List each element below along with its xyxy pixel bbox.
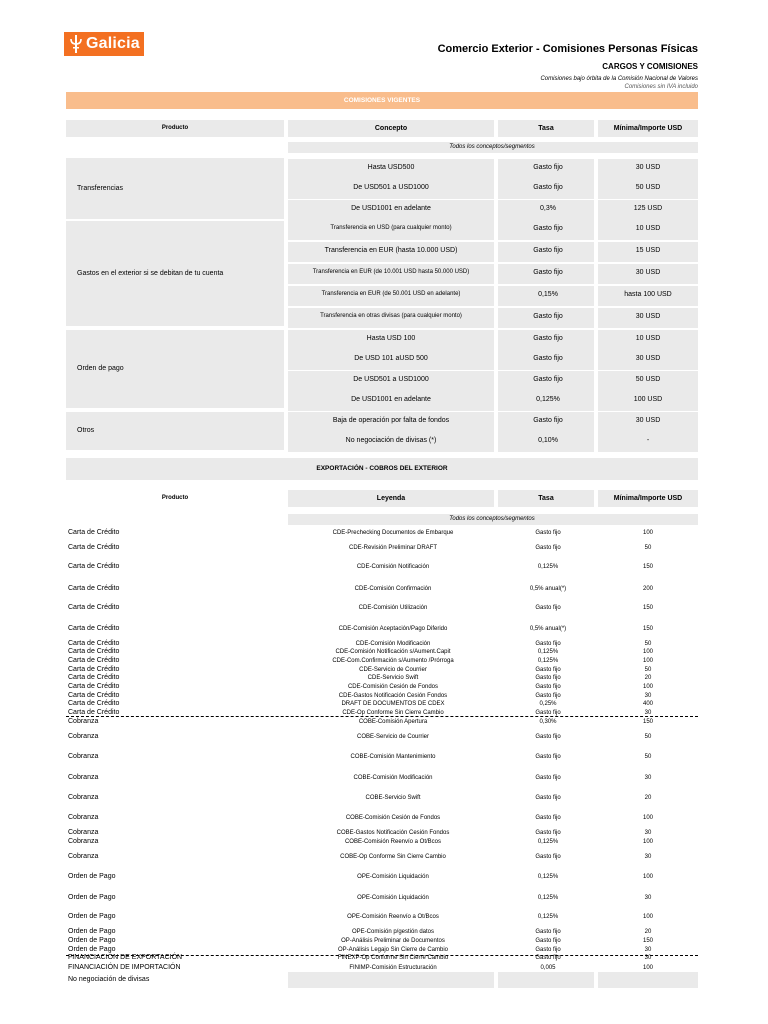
- tasa-value: Gasto fijo: [535, 929, 561, 935]
- product-label: Orden de Pago: [68, 873, 116, 880]
- tasa-value: Gasto fijo: [535, 854, 561, 860]
- leyenda-value: CDE-Op Conforme Sin Cierre Cambio: [342, 710, 444, 716]
- product-label: Carta de Crédito: [68, 683, 120, 690]
- product-label: Carta de Crédito: [68, 700, 120, 707]
- tasa-value: 0,125%: [537, 839, 559, 845]
- leyenda-value: CDE-Prechecking Documentos de Embarque: [332, 530, 454, 536]
- tasa-value: Gasto fijo: [533, 247, 563, 254]
- product-label: Carta de Crédito: [68, 563, 120, 570]
- product-label: Gastos en el exterior si se debitan de tu cuenta: [77, 269, 224, 277]
- minima-value: 100: [642, 684, 654, 690]
- minima-value: 10 USD: [635, 335, 661, 342]
- tasa-value: Gasto fijo: [535, 710, 561, 716]
- document-subtitle: CARGOS Y COMISIONES: [602, 62, 698, 71]
- minima-value: 30 USD: [635, 164, 661, 171]
- minima-value: 100: [642, 914, 654, 920]
- logo-text: Galicia: [86, 35, 140, 52]
- tasa-value: 0,30%: [539, 719, 557, 725]
- minima-value: 30 USD: [635, 355, 661, 362]
- product-label: Carta de Crédito: [68, 648, 120, 655]
- tasa-value: Gasto fijo: [535, 815, 561, 821]
- concepto-value: De USD 101 aUSD 500: [354, 355, 428, 362]
- minima-value: 50: [644, 641, 652, 647]
- header-tasa: Tasa: [538, 125, 554, 132]
- leyenda-value: DRAFT DE DOCUMENTOS DE CDEX: [341, 701, 445, 707]
- leyenda-value: COBE-Op Conforme Sin Cierre Cambio: [340, 854, 446, 860]
- header-tasa-2: Tasa: [538, 495, 554, 502]
- segment-note: Todos los conceptos/segmentos: [449, 144, 535, 150]
- product-label: FINANCIACIÓN DE EXPORTACIÓN: [68, 954, 183, 961]
- minima-value: 100: [642, 658, 654, 664]
- tasa-cell: [498, 972, 594, 988]
- product-label: Orden de Pago: [68, 937, 116, 944]
- leyenda-value: COBE-Comisión Modificación: [353, 775, 433, 781]
- leyenda-value: FINIMP-Comisión Estructuración: [349, 965, 437, 971]
- minima-value: 100: [642, 965, 654, 971]
- product-label: Carta de Crédito: [68, 666, 120, 673]
- leyenda-value: COBE-Comisión Reenvío a Ot/Bcos: [344, 839, 442, 845]
- tasa-value: 0,125%: [537, 564, 559, 570]
- product-label: Orden de Pago: [68, 913, 116, 920]
- product-label: Carta de Crédito: [68, 544, 120, 551]
- minima-value: 30: [644, 710, 652, 716]
- minima-value: 50: [644, 667, 652, 673]
- product-label: Otros: [77, 427, 95, 434]
- minima-value: 100: [642, 649, 654, 655]
- product-label: Carta de Crédito: [68, 692, 120, 699]
- product-label: Orden de Pago: [68, 946, 116, 953]
- minima-value: 100: [642, 874, 654, 880]
- minima-value: 125 USD: [633, 205, 663, 212]
- minima-value: 30 USD: [635, 269, 661, 276]
- leyenda-value: CDE-Comisión Confirmación: [354, 586, 432, 592]
- concepto-value: Transferencia en USD (para cualquier monto): [330, 225, 452, 231]
- leyenda-value: CDE-Servicio de Courrier: [359, 667, 427, 673]
- tasa-value: Gasto fijo: [535, 605, 561, 611]
- tasa-value: Gasto fijo: [535, 641, 561, 647]
- product-label: Carta de Crédito: [68, 674, 120, 681]
- product-label: Cobranza: [68, 829, 99, 836]
- product-label: FINANCIACIÓN DE IMPORTACIÓN: [68, 964, 181, 971]
- tasa-value: 0,125%: [537, 649, 559, 655]
- dashed-divider: [66, 955, 698, 956]
- tasa-value: Gasto fijo: [533, 313, 563, 320]
- tasa-value: Gasto fijo: [535, 734, 561, 740]
- tasa-value: Gasto fijo: [533, 225, 563, 232]
- minima-value: 150: [642, 626, 654, 632]
- leyenda-value: COBE-Comisión Cesión de Fondos: [345, 815, 441, 821]
- concepto-value: De USD1001 en adelante: [351, 205, 431, 212]
- minima-value: 30: [644, 947, 652, 953]
- minima-value: 30: [644, 693, 652, 699]
- tasa-value: Gasto fijo: [533, 164, 563, 171]
- product-label: Carta de Crédito: [68, 640, 120, 647]
- product-label: Orden de Pago: [68, 894, 116, 901]
- minima-value: 30: [644, 775, 652, 781]
- leyenda-value: CDE-Comisión Utilización: [358, 605, 428, 611]
- minima-value: 20: [644, 675, 652, 681]
- product-label: Cobranza: [68, 814, 99, 821]
- minima-value: 100: [642, 530, 654, 536]
- leyenda-value: CDE-Gastos Notificación Cesión Fondos: [338, 693, 448, 699]
- product-label: Carta de Crédito: [68, 709, 120, 716]
- leyenda-value: CDE-Comisión Notificación s/Aument.Capit: [335, 649, 451, 655]
- minima-value: 30: [644, 854, 652, 860]
- tasa-value: 0,125%: [537, 895, 559, 901]
- product-label: Cobranza: [68, 753, 99, 760]
- tasa-value: 0,5% anual(*): [529, 586, 567, 592]
- tasa-value: Gasto fijo: [535, 530, 561, 536]
- tasa-value: Gasto fijo: [533, 376, 563, 383]
- concepto-value: Hasta USD500: [367, 164, 415, 171]
- minima-value: 50: [644, 754, 652, 760]
- tasa-value: Gasto fijo: [535, 830, 561, 836]
- concepto-value: Transferencia en EUR (hasta 10.000 USD): [324, 247, 458, 254]
- product-label: Orden de pago: [77, 365, 124, 372]
- leyenda-value: CDE-Comisión Cesión de Fondos: [347, 684, 439, 690]
- minima-value: 10 USD: [635, 225, 661, 232]
- product-label: Cobranza: [68, 733, 99, 740]
- minima-value: 50: [644, 734, 652, 740]
- header-minima: Mínima/Importe USD: [613, 125, 683, 132]
- tasa-value: Gasto fijo: [535, 775, 561, 781]
- minima-value: 200: [642, 586, 654, 592]
- concepto-value: Transferencia en otras divisas (para cualquier monto): [320, 313, 462, 319]
- segment-note-2: Todos los conceptos/segmentos: [449, 516, 535, 522]
- tasa-value: Gasto fijo: [535, 693, 561, 699]
- leyenda-value: CDE-Comisión Notificación: [356, 564, 430, 570]
- header-producto: Producto: [161, 125, 189, 131]
- leyenda-value: CDE-Servicio Swift: [367, 675, 419, 681]
- leyenda-value: OPE-Comisión Liquidación: [357, 895, 429, 901]
- minima-value: 50 USD: [635, 184, 661, 191]
- minima-value: 150: [642, 719, 654, 725]
- tasa-value: 0,5% anual(*): [529, 626, 567, 632]
- minima-value: 150: [642, 938, 654, 944]
- galicia-key-icon: [70, 35, 82, 53]
- product-label: Cobranza: [68, 774, 99, 781]
- product-label: Carta de Crédito: [68, 585, 120, 592]
- leyenda-value: COBE-Servicio Swift: [365, 795, 421, 801]
- header-concepto: Concepto: [374, 125, 408, 132]
- product-group-cell: [66, 412, 284, 450]
- header-minima-2: Mínima/Importe USD: [613, 495, 683, 502]
- concepto-value: Transferencia en EUR (de 50.001 USD en adelante): [321, 291, 461, 297]
- leyenda-value: CDE-Revisión Preliminar DRAFT: [348, 545, 438, 551]
- product-label: Cobranza: [68, 794, 99, 801]
- header-leyenda: Leyenda: [376, 495, 406, 502]
- product-label: Cobranza: [68, 853, 99, 860]
- product-label: Cobranza: [68, 718, 99, 725]
- iva-note: Comisiones sin IVA incluido: [624, 84, 698, 90]
- tasa-value: 0,125%: [536, 396, 560, 403]
- tasa-value: Gasto fijo: [535, 684, 561, 690]
- minima-value: 50 USD: [635, 376, 661, 383]
- concepto-value: No negociación de divisas (*): [345, 437, 437, 444]
- tasa-value: Gasto fijo: [535, 754, 561, 760]
- tasa-value: Gasto fijo: [535, 675, 561, 681]
- section-banner-vigentes: COMISIONES VIGENTES: [66, 92, 698, 109]
- section-banner-exportacion: EXPORTACIÓN - COBROS DEL EXTERIOR: [66, 458, 698, 480]
- minima-value: 150: [642, 564, 654, 570]
- leyenda-cell: [288, 972, 494, 988]
- leyenda-value: CDE-Comisión Modificación: [355, 641, 431, 647]
- product-label: Orden de Pago: [68, 928, 116, 935]
- tasa-value: 0,125%: [537, 658, 559, 664]
- tasa-value: 0,125%: [537, 914, 559, 920]
- minima-value: 100 USD: [633, 396, 663, 403]
- leyenda-value: FINEXP-Op Conforme Sin Cierre Cambio: [337, 955, 449, 961]
- minima-value: 50: [644, 545, 652, 551]
- tasa-value: Gasto fijo: [535, 545, 561, 551]
- leyenda-value: OPE-Comisión Liquidación: [357, 874, 429, 880]
- product-label: Carta de Crédito: [68, 529, 120, 536]
- product-label: Carta de Crédito: [68, 604, 120, 611]
- minima-value: 30: [644, 895, 652, 901]
- concepto-value: Transferencia en EUR (de 10.001 USD hasta 50.000 USD): [312, 269, 470, 275]
- leyenda-value: OP-Análisis Legajo Sin Cierre de Cambio: [337, 947, 449, 953]
- minima-value: 15 USD: [635, 247, 661, 254]
- tasa-value: 0,25%: [539, 701, 557, 707]
- leyenda-value: CDE-Comisión Aceptación/Pago Diferido: [338, 626, 448, 632]
- leyenda-value: OPE-Comisión Reenvío a Ot/Bcos: [347, 914, 439, 920]
- minima-value: 30 USD: [635, 313, 661, 320]
- header-producto-2: Producto: [161, 495, 189, 501]
- concepto-value: De USD501 a USD1000: [353, 376, 429, 383]
- document-title: Comercio Exterior - Comisiones Personas Físicas: [437, 43, 698, 55]
- tasa-value: 0,15%: [538, 291, 558, 298]
- tasa-value: 0,005: [540, 965, 556, 971]
- minima-value: 30: [644, 830, 652, 836]
- minima-value: -: [646, 437, 650, 444]
- concepto-value: De USD501 a USD1000: [353, 184, 429, 191]
- galicia-logo: [64, 32, 144, 56]
- product-label: Transferencias: [77, 184, 124, 192]
- product-label: Cobranza: [68, 838, 99, 845]
- tasa-value: Gasto fijo: [533, 269, 563, 276]
- minima-value: 20: [644, 929, 652, 935]
- concepto-value: De USD1001 en adelante: [351, 396, 431, 403]
- minima-value: hasta 100 USD: [624, 291, 672, 298]
- tasa-value: Gasto fijo: [535, 955, 561, 961]
- leyenda-value: COBE-Gastos Notificación Cesión Fondos: [336, 830, 450, 836]
- tasa-value: Gasto fijo: [535, 667, 561, 673]
- cnv-note: Comisiones bajo órbita de la Comisión Nacional de Valores: [540, 76, 698, 82]
- product-label: Carta de Crédito: [68, 657, 120, 664]
- leyenda-value: COBE-Comisión Mantenimiento: [350, 754, 436, 760]
- tasa-value: 0,125%: [537, 874, 559, 880]
- leyenda-value: COBE-Comisión Apertura: [358, 719, 428, 725]
- tasa-value: 0,10%: [538, 437, 558, 444]
- leyenda-value: CDE-Com.Confirmación s/Aumento /Prórroga: [332, 658, 454, 664]
- minima-value: 20: [644, 795, 652, 801]
- tasa-value: Gasto fijo: [533, 417, 563, 424]
- product-label: Carta de Crédito: [68, 625, 120, 632]
- minima-value: 100: [642, 815, 654, 821]
- minima-value: 400: [642, 701, 654, 707]
- minima-value: 30 USD: [635, 417, 661, 424]
- leyenda-value: COBE-Servicio de Courrier: [356, 734, 430, 740]
- tasa-value: Gasto fijo: [535, 947, 561, 953]
- tasa-value: Gasto fijo: [535, 795, 561, 801]
- minima-cell: [598, 972, 698, 988]
- tasa-value: Gasto fijo: [533, 184, 563, 191]
- product-label: No negociación de divisas: [68, 976, 150, 983]
- leyenda-value: OP-Análisis Preliminar de Documentos: [341, 938, 445, 944]
- minima-value: 30: [644, 955, 652, 961]
- minima-value: 150: [642, 605, 654, 611]
- dashed-divider: [66, 716, 698, 717]
- concepto-value: Baja de operación por falta de fondos: [332, 417, 450, 424]
- leyenda-value: OPE-Comisión p/gestión datos: [351, 929, 435, 935]
- minima-value: 100: [642, 839, 654, 845]
- concepto-value: Hasta USD 100: [366, 335, 416, 342]
- tasa-value: Gasto fijo: [533, 355, 563, 362]
- tasa-value: 0,3%: [540, 205, 556, 212]
- tasa-value: Gasto fijo: [535, 938, 561, 944]
- tasa-value: Gasto fijo: [533, 335, 563, 342]
